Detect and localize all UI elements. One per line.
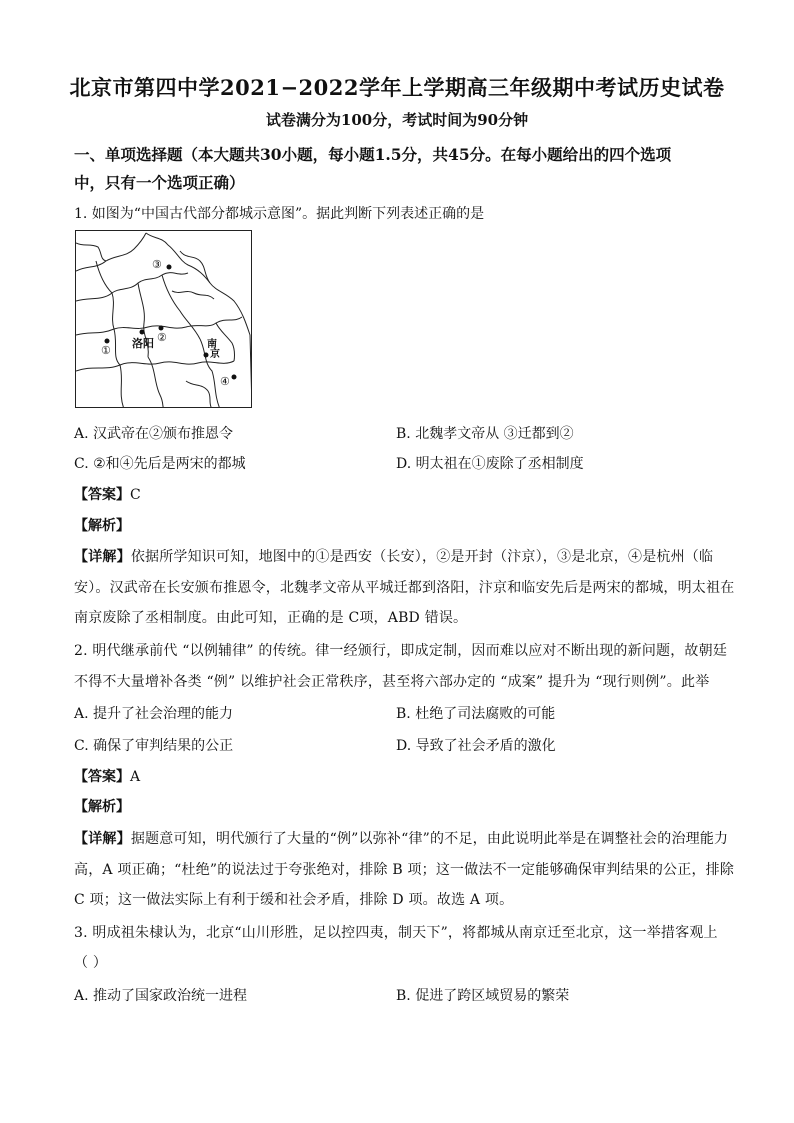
q2-option-a: A. 提升了社会治理的能力 xyxy=(74,706,234,722)
q2-stem-line1: 2. 明代继承前代 “以例辅律” 的传统。律一经颁行，即成定制，因而难以应对不断出现的新问题，故朝廷 xyxy=(74,643,728,659)
q3-option-b: B. 促进了跨区域贸易的繁荣 xyxy=(396,988,570,1004)
answer-word: 答案 xyxy=(88,487,116,503)
q2-option-b: B. 杜绝了司法腐败的可能 xyxy=(396,706,556,722)
map-label-nan: 南 xyxy=(207,339,217,350)
q2-detail-line2: 高，A 项正确；“杜绝”的说法过于夸张绝对，排除 B 项；这一做法不一定能够确保审判结果的公正，排除 xyxy=(74,862,735,878)
q1-detail-line1 xyxy=(74,546,713,566)
q2-answer-value: A xyxy=(130,769,141,785)
q3-stem-line2: （ ） xyxy=(74,955,108,971)
q3-option-a: A. 推动了国家政治统一进程 xyxy=(74,988,248,1004)
capital-map-figure xyxy=(75,230,252,408)
section-heading-line2: 中，只有一个选项正确） xyxy=(74,173,245,192)
q1-detail-label: 【详解】 xyxy=(74,549,131,565)
q2-analysis-label: 【解析】 xyxy=(74,799,130,815)
q1-detail-line3: 南京废除了丞相制度。由此可知，正确的是 C项，ABD 错误。 xyxy=(74,610,468,626)
q1-option-a: A. 汉武帝在②颁布推恩令 xyxy=(74,426,234,442)
answer-bracket-close: 】 xyxy=(116,487,130,503)
exam-title: 北京市第四中学2021−2022学年上学期高三年级期中考试历史试卷 xyxy=(69,75,725,100)
q1-answer xyxy=(74,484,141,504)
q1-option-b: B. 北魏孝文帝从 ③迁都到② xyxy=(396,426,574,442)
map-label-3: ③ xyxy=(152,258,162,271)
q2-detail-label: 【详解】 xyxy=(74,831,131,847)
q1-option-d: D. 明太祖在①废除了丞相制度 xyxy=(396,456,584,472)
q1-detail-line2: 安）。汉武帝在长安颁布推恩令，北魏孝文帝从平城迁都到洛阳，汴京和临安先后是两宋的都城，明太祖在 xyxy=(74,580,735,596)
q2-option-d: D. 导致了社会矛盾的激化 xyxy=(396,738,556,754)
q3-stem-line1: 3. 明成祖朱棣认为，北京“山川形胜，足以控四夷，制天下”，将都城从南京迁至北京，这一举措客观上 xyxy=(74,925,718,941)
answer-word: 答案 xyxy=(88,769,116,785)
map-label-luoyang: 洛阳 xyxy=(132,337,154,350)
q2-answer xyxy=(74,766,140,786)
q1-analysis-label: 【解析】 xyxy=(74,518,130,534)
answer-bracket-open: 【 xyxy=(74,769,88,785)
section-heading-line1: 一、单项选择题（本大题共30小题，每小题1.5分，共45分。在每小题给出的四个选项 xyxy=(74,145,672,164)
map-label-1: ① xyxy=(101,344,111,357)
q1-answer-value: C xyxy=(130,487,141,503)
map-label-4: ④ xyxy=(220,375,230,388)
exam-subtitle: 试卷满分为100分，考试时间为90分钟 xyxy=(265,111,529,129)
map-label-2: ② xyxy=(157,331,167,344)
answer-bracket-close: 】 xyxy=(116,769,130,785)
q1-option-c: C. ②和④先后是两宋的都城 xyxy=(74,456,246,472)
q2-detail-text1: 据题意可知，明代颁行了大量的“例”以弥补“律”的不足，由此说明此举是在调整社会的治理能力 xyxy=(130,831,729,847)
q2-option-c: C. 确保了审判结果的公正 xyxy=(74,738,234,754)
q2-detail-line3: C 项；这一做法实际上有利于缓和社会矛盾，排除 D 项。故选 A 项。 xyxy=(74,892,514,908)
answer-bracket-open: 【 xyxy=(74,487,88,503)
q2-detail-line1 xyxy=(74,828,728,848)
q1-stem: 1. 如图为“中国古代部分都城示意图”。据此判断下列表述正确的是 xyxy=(74,206,485,222)
q1-detail-text1: 依据所学知识可知，地图中的①是西安（长安），②是开封（汴京），③是北京，④是杭州（临 xyxy=(130,549,714,565)
map-label-jing: 京 xyxy=(210,349,220,360)
q2-stem-line2: 不得不大量增补各类 “例” 以维护社会正常秩序，甚至将六部办定的 “成案” 提升为 “现行则例”。此举 xyxy=(74,674,710,690)
